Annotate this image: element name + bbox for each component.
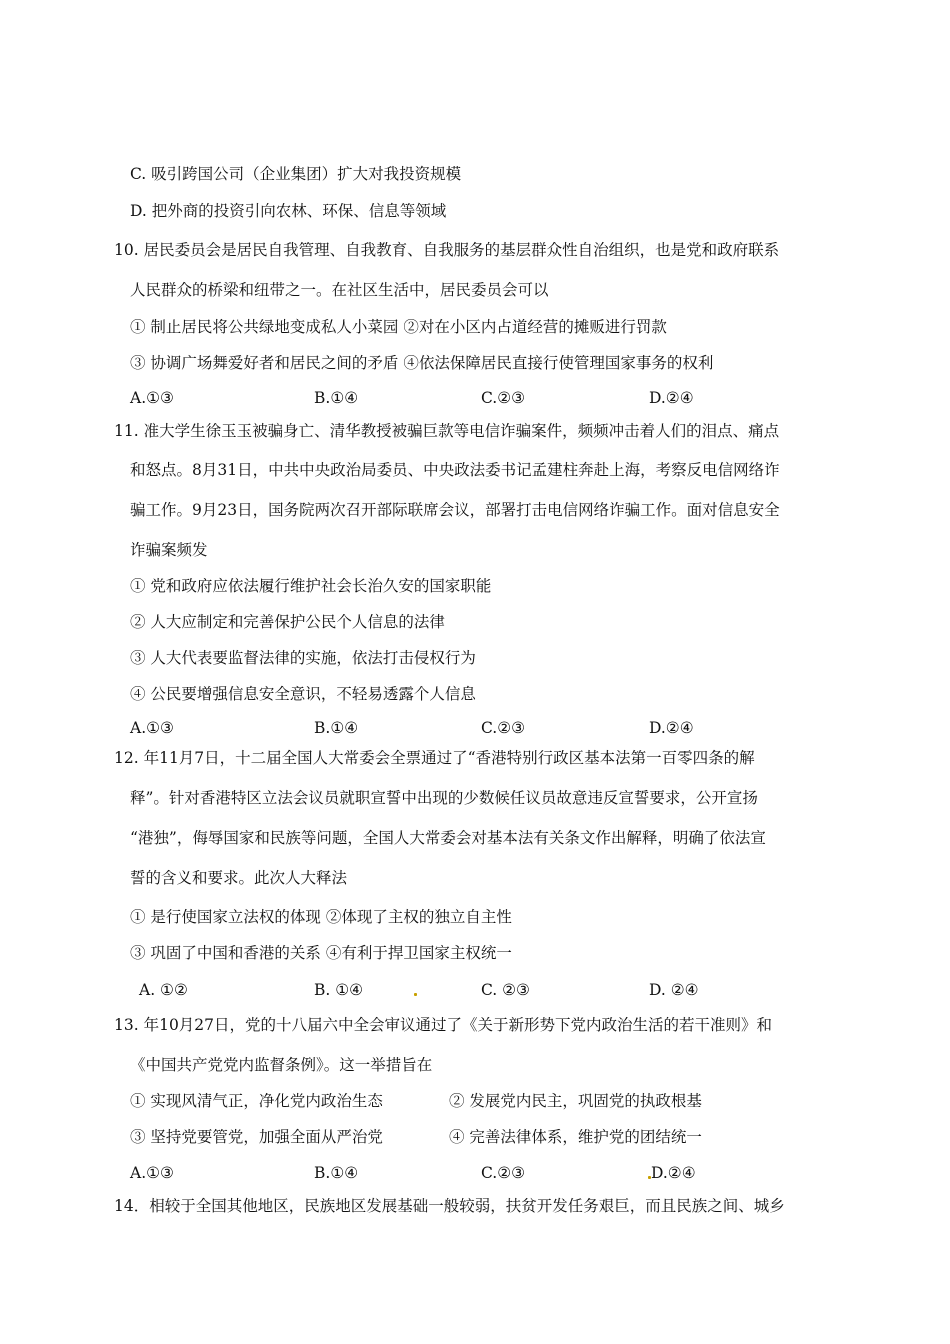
q10-item-1: ① 制止居民将公共绿地变成私人小菜园 ②对在小区内占道经营的摊贩进行罚款 <box>130 318 667 336</box>
q13-choice-b: B.①④ <box>314 1164 359 1182</box>
q12-item-2: ③ 巩固了中国和香港的关系 ④有利于捍卫国家主权统一 <box>130 944 512 962</box>
q12-choice-b: B. ①④ <box>314 981 364 999</box>
q11-stem-line-3: 骗工作。9月23日，国务院两次召开部际联席会议，部署打击电信网络诈骗工作。面对信息安全 <box>130 501 780 519</box>
q14-stem-line-1: 14．相较于全国其他地区，民族地区发展基础一般较弱，扶贫开发任务艰巨，而且民族之间、城乡 <box>114 1197 785 1215</box>
q11-choice-d: D.②④ <box>649 719 694 737</box>
q13-stem-line-1: 13. 年10月27日，党的十八届六中全会审议通过了《关于新形势下党内政治生活的若干准则》和 <box>114 1016 773 1034</box>
q11-stem-line-4: 诈骗案频发 <box>130 541 208 559</box>
q11-item-4: ④ 公民要增强信息安全意识，不轻易透露个人信息 <box>130 685 476 703</box>
q11-choice-b: B.①④ <box>314 719 359 737</box>
q13-stem-line-2: 《中国共产党党内监督条例》。这一举措旨在 <box>130 1056 433 1074</box>
q10-stem-line-1: 10. 居民委员会是居民自我管理、自我教育、自我服务的基层群众性自治组织，也是党和政府联系 <box>114 241 780 259</box>
q9-option-d: D. 把外商的投资引向农林、环保、信息等领域 <box>130 202 447 220</box>
q11-item-1: ① 党和政府应依法履行维护社会长治久安的国家职能 <box>130 577 492 595</box>
scan-speck <box>414 993 417 996</box>
q12-stem-line-1: 12. 年11月7日，十二届全国人大常委会全票通过了“香港特别行政区基本法第一百零四条的解 <box>114 749 755 767</box>
q10-choice-c: C.②③ <box>481 389 526 407</box>
q11-item-3: ③ 人大代表要监督法律的实施，依法打击侵权行为 <box>130 649 476 667</box>
q10-choice-a: A.①③ <box>130 389 174 407</box>
q12-choice-c: C. ②③ <box>481 981 530 999</box>
q11-choice-c: C.②③ <box>481 719 526 737</box>
q12-stem-line-2: 释”。针对香港特区立法会议员就职宣誓中出现的少数候任议员故意违反宣誓要求，公开宣扬 <box>130 789 758 807</box>
q12-choice-d: D. ②④ <box>649 981 699 999</box>
q12-item-1: ① 是行使国家立法权的体现 ②体现了主权的独立自主性 <box>130 908 512 926</box>
q10-choice-d: D.②④ <box>649 389 694 407</box>
q13-choice-d: D.②④ <box>651 1164 696 1182</box>
q11-item-2: ② 人大应制定和完善保护公民个人信息的法律 <box>130 613 445 631</box>
q9-option-c: C. 吸引跨国公司（企业集团）扩大对我投资规模 <box>130 165 462 183</box>
q11-stem-line-1: 11. 准大学生徐玉玉被骗身亡、清华教授被骗巨款等电信诈骗案件，频频冲击着人们的泪点、痛点 <box>114 422 780 440</box>
q13-choice-a: A.①③ <box>130 1164 174 1182</box>
q10-choice-b: B.①④ <box>314 389 359 407</box>
q13-item-4: ④ 完善法律体系，维护党的团结统一 <box>449 1128 702 1146</box>
q10-stem-line-2: 人民群众的桥梁和纽带之一。在社区生活中，居民委员会可以 <box>130 281 549 299</box>
q12-stem-line-3: “港独”，侮辱国家和民族等问题，全国人大常委会对基本法有关条文作出解释，明确了依法宣 <box>130 829 766 847</box>
q13-item-3: ③ 坚持党要管党，加强全面从严治党 <box>130 1128 383 1146</box>
q13-item-2: ② 发展党内民主，巩固党的执政根基 <box>449 1092 702 1110</box>
q10-item-2: ③ 协调广场舞爱好者和居民之间的矛盾 ④依法保障居民直接行使管理国家事务的权利 <box>130 354 714 372</box>
q13-choice-c: C.②③ <box>481 1164 526 1182</box>
q13-item-1: ① 实现风清气正，净化党内政治生态 <box>130 1092 383 1110</box>
q12-stem-line-4: 誓的含义和要求。此次人大释法 <box>130 869 348 887</box>
q12-choice-a: A. ①② <box>139 981 188 999</box>
q11-choice-a: A.①③ <box>130 719 174 737</box>
q11-stem-line-2: 和怒点。8月31日，中共中央政治局委员、中央政法委书记孟建柱奔赴上海，考察反电信网络诈 <box>130 461 780 479</box>
